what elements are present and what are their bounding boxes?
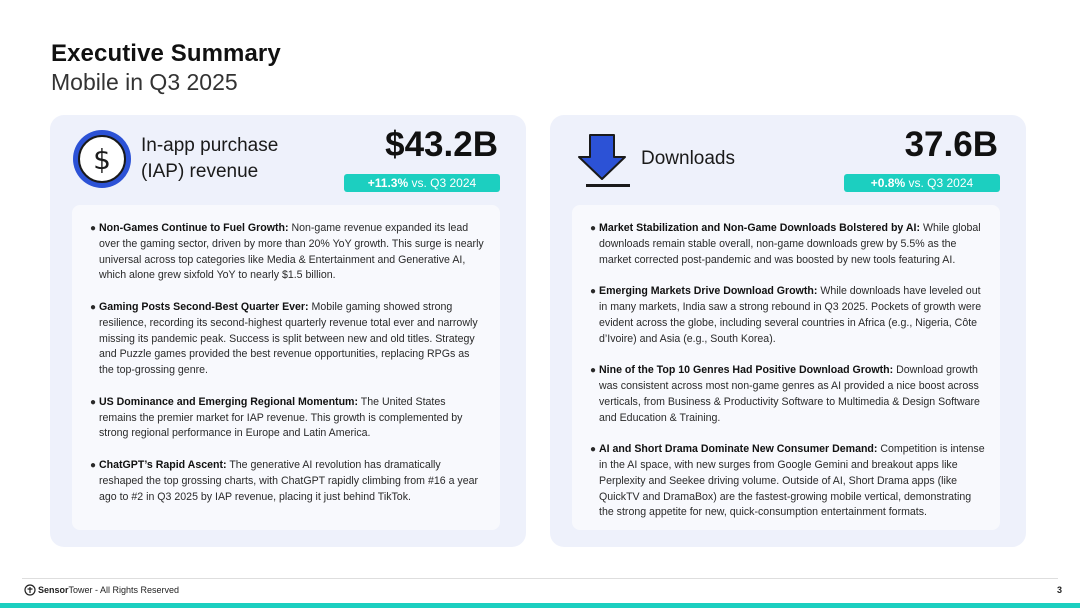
dollar-coin-icon <box>72 129 132 189</box>
bullet-heading: ChatGPT’s Rapid Ascent: <box>99 458 227 471</box>
change-badge <box>344 174 500 192</box>
accent-bar <box>0 603 1080 608</box>
download-icon <box>572 129 632 189</box>
brand-name-rest: Tower <box>68 585 93 595</box>
bullet-heading: Emerging Markets Drive Download Growth: <box>599 285 818 298</box>
bullet-text: Mobile gaming showed strong resilience, recording its second-highest quarterly revenue total ever and narrowly missing its pandemic peak. Success is split between new and old titles. Strategy and Puzzle games provided the best revenue opportunities, replacing RPGs as the top-grossing genre. <box>99 300 478 377</box>
bullet-heading: Non-Games Continue to Fuel Growth: <box>99 222 289 234</box>
bullet-heading: Market Stabilization and Non-Game Downloads Bolstered by AI: <box>599 222 920 234</box>
bullet-heading: Gaming Posts Second-Best Quarter Ever: <box>99 300 309 313</box>
list-item: ● ChatGPT’s Rapid Ascent: The generative AI revolution has dramatically reshaped the top grossing charts, with ChatGPT rapidly climbing from #16 a year ago to #2 in Q3 2025 by IAP revenue, placing it just behind TikTok. <box>90 458 479 503</box>
list-item: ● Emerging Markets Drive Download Growth: While downloads have leveled out in many markets, India saw a strong rebound in Q3 2025. Pockets of growth were evident across the globe, including several countries in Africa (e.g., Nigeria, Côte d’Ivoire) and Asia (e.g., South Korea). <box>590 285 982 345</box>
iap-revenue-card <box>50 115 526 547</box>
page-subtitle: Mobile in Q3 2025 <box>51 69 238 95</box>
bullet-text: Competition is intense in the AI space, with new surges from Google Gemini and breakout apps like Perplexity and Seekee driving volume. Outside of AI, Short Drama apps (like QuickTV and DramaBox) are the fastest-growing mobile vertical, demonstrating the strong appetite for new, quick-consumption entertainment formats. <box>599 443 985 519</box>
bullet-text: While global downloads remain stable overall, non-game downloads grew by 5.5% as the market corrected post-pandemic and was boosted by new tools featuring AI. <box>599 222 981 266</box>
downloads-card <box>550 115 1026 547</box>
metric-label: In-app purchase (IAP) revenue <box>141 135 279 182</box>
page-title: Executive Summary <box>51 40 281 67</box>
metric-label: Downloads <box>641 148 735 169</box>
metric-value: 37.6B <box>904 125 998 164</box>
bullet-heading: Nine of the Top 10 Genres Had Positive Download Growth: <box>599 364 894 377</box>
footer-brand <box>38 585 179 595</box>
change-suffix: vs. Q3 2024 <box>908 176 974 190</box>
bullet-heading: US Dominance and Emerging Regional Momentum: <box>99 395 358 408</box>
svg-text:$: $ <box>93 143 111 176</box>
bullet-text: The generative AI revolution has dramatically reshaped the top grossing charts, with ChatGPT rapidly climbing from #16 a year ago to #2 in Q3 2025 by IAP revenue, placing it just behind TikTok. <box>99 458 479 503</box>
change-value: +0.8% <box>870 176 906 190</box>
metric-value: $43.2B <box>385 125 498 164</box>
copyright-text: - All Rights Reserved <box>92 585 180 595</box>
change-suffix: vs. Q3 2024 <box>411 176 477 190</box>
list-item: ● US Dominance and Emerging Regional Momentum: The United States remains the premier market for IAP revenue. This growth is complemented by strong regional performance in Europe and Latin America. <box>90 395 463 440</box>
change-value: +11.3% <box>367 176 409 190</box>
bullet-text: The United States remains the premier market for IAP revenue. This growth is complemented by strong regional performance in Europe and Latin America. <box>99 395 463 440</box>
summary-panel <box>572 205 1000 530</box>
list-item: ● Gaming Posts Second-Best Quarter Ever: Mobile gaming showed strong resilience, recording its second-highest quarterly revenue total ever and narrowly missing its pandemic peak. Success is split between new and old titles. Strategy and Puzzle games provided the best revenue opportunities, replacing RPGs as the top-grossing genre. <box>90 300 478 377</box>
bullet-text: Non-game revenue expanded its lead over the gaming sector, driven by more than 20% YoY growth. This surge is nearly universal across top categories like Media & Entertainment and Generative AI, which alone grew sixfold YoY to nearly $1.5 billion. <box>99 222 484 282</box>
sensor-tower-logo-icon <box>24 584 36 596</box>
brand-name-bold: Sensor <box>38 585 69 595</box>
list-item: ● Non-Games Continue to Fuel Growth: Non-game revenue expanded its lead over the gaming sector, driven by more than 20% YoY growth. This surge is nearly universal across top categories like Media & Entertainment and Generative AI, which alone grew sixfold YoY to nearly $1.5 billion. <box>90 222 484 282</box>
change-badge <box>844 174 1000 192</box>
bullet-heading: AI and Short Drama Dominate New Consumer Demand: <box>599 443 878 456</box>
bullet-text: While downloads have leveled out in many markets, India saw a strong rebound in Q3 2025. Pockets of growth were evident across the globe, including several countries in Africa (e.g., Nigeria, Côte d’Ivoire) and Asia (e.g., South Korea). <box>599 285 982 345</box>
summary-panel <box>72 205 500 530</box>
bullet-text: Download growth was consistent across most non-game genres as AI provided a nice boost across verticals, from Business & Productivity Software to Multimedia & Design Software and Education & Training. <box>599 364 980 424</box>
footer-divider <box>22 578 1058 579</box>
list-item: ● Nine of the Top 10 Genres Had Positive Download Growth: Download growth was consistent across most non-game genres as AI provided a nice boost across verticals, from Business & Productivity Software to Multimedia & Design Software and Education & Training. <box>590 364 980 424</box>
list-item: ● Market Stabilization and Non-Game Downloads Bolstered by AI: While global downloads remain stable overall, non-game downloads grew by 5.5% as the market corrected post-pandemic and was boosted by new tools featuring AI. <box>590 222 981 266</box>
list-item: ● AI and Short Drama Dominate New Consumer Demand: Competition is intense in the AI space, with new surges from Google Gemini and breakout apps like Perplexity and Seekee driving volume. Outside of AI, Short Drama apps (like QuickTV and DramaBox) are the fastest-growing mobile vertical, demonstrating the strong appetite for new, quick-consumption entertainment formats. <box>590 443 985 519</box>
page-number: 3 <box>1056 585 1062 595</box>
